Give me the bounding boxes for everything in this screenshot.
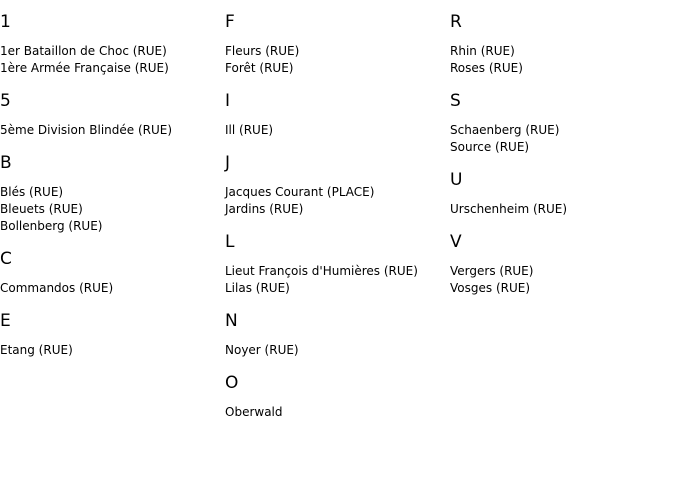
street-list [450,201,675,218]
street-list [0,184,225,235]
letter-group-i [225,91,450,139]
street-link[interactable]: Lilas (RUE) [225,281,290,295]
letter-group-s [450,91,675,156]
letter-heading: 5 [0,91,11,111]
street-link[interactable]: 1er Bataillon de Choc (RUE) [0,44,167,58]
street-link[interactable]: Noyer (RUE) [225,343,299,357]
street-link[interactable]: Bollenberg (RUE) [0,219,103,233]
street-list [0,43,225,77]
street-link[interactable]: Forêt (RUE) [225,61,294,75]
letter-heading: 1 [0,12,11,32]
street-link[interactable]: Fleurs (RUE) [225,44,300,58]
column-3 [450,0,675,311]
letter-group-1 [0,12,225,77]
letter-heading: U [450,170,463,190]
street-item [450,43,675,60]
letter-heading: J [225,153,231,173]
street-link[interactable]: Oberwald [225,405,283,419]
street-link[interactable]: Vergers (RUE) [450,264,534,278]
street-item [450,60,675,77]
street-link[interactable]: Blés (RUE) [0,185,64,199]
letter-group-u [450,170,675,218]
street-item [0,201,225,218]
letter-heading: E [0,311,11,331]
letter-group-v [450,232,675,297]
street-item [225,263,450,280]
street-item [450,201,675,218]
street-item [0,280,225,297]
letter-group-f [225,12,450,77]
street-list [225,263,450,297]
street-link[interactable]: Source (RUE) [450,140,530,154]
letter-group-5 [0,91,225,139]
letter-group-e [0,311,225,359]
street-item [0,60,225,77]
street-list [225,184,450,218]
letter-heading: F [225,12,235,32]
street-link[interactable]: Commandos (RUE) [0,281,114,295]
letter-group-c [0,249,225,297]
street-item [225,342,450,359]
street-item [225,404,450,421]
street-link[interactable]: 1ère Armée Française (RUE) [0,61,169,75]
street-link[interactable]: Lieut François d'Humières (RUE) [225,264,418,278]
street-item [225,184,450,201]
letter-heading: O [225,373,239,393]
street-item [0,122,225,139]
letter-heading: R [450,12,462,32]
street-list [450,122,675,156]
street-list [450,263,675,297]
street-link[interactable]: Urschenheim (RUE) [450,202,568,216]
letter-heading: N [225,311,238,331]
letter-group-b [0,153,225,235]
street-link[interactable]: Rhin (RUE) [450,44,515,58]
column-1 [0,0,225,373]
letter-group-o [225,373,450,421]
street-link[interactable]: Vosges (RUE) [450,281,531,295]
street-item [225,201,450,218]
street-list [225,43,450,77]
street-list [0,280,225,297]
street-list [225,404,450,421]
street-item [225,280,450,297]
street-item [450,263,675,280]
column-2 [225,0,450,435]
letter-heading: I [225,91,231,111]
letter-group-l [225,232,450,297]
street-item [225,122,450,139]
street-item [225,60,450,77]
letter-heading: L [225,232,235,252]
letter-heading: B [0,153,12,173]
street-item [0,342,225,359]
street-item [0,184,225,201]
street-item [450,139,675,156]
street-link[interactable]: Roses (RUE) [450,61,523,75]
street-link[interactable]: Bleuets (RUE) [0,202,83,216]
street-list [225,342,450,359]
street-link[interactable]: Schaenberg (RUE) [450,123,560,137]
letter-group-j [225,153,450,218]
street-link[interactable]: Ill (RUE) [225,123,274,137]
street-item [450,280,675,297]
letter-heading: C [0,249,12,269]
street-list [0,342,225,359]
letter-group-r [450,12,675,77]
street-link[interactable]: Jacques Courant (PLACE) [225,185,375,199]
letter-heading: S [450,91,461,111]
street-list [0,122,225,139]
letter-heading: V [450,232,462,252]
street-link[interactable]: Etang (RUE) [0,343,73,357]
street-list [450,43,675,77]
street-link[interactable]: Jardins (RUE) [225,202,304,216]
letter-group-n [225,311,450,359]
street-item [0,218,225,235]
street-link[interactable]: 5ème Division Blindée (RUE) [0,123,173,137]
street-item [450,122,675,139]
street-item [0,43,225,60]
street-list [225,122,450,139]
street-item [225,43,450,60]
